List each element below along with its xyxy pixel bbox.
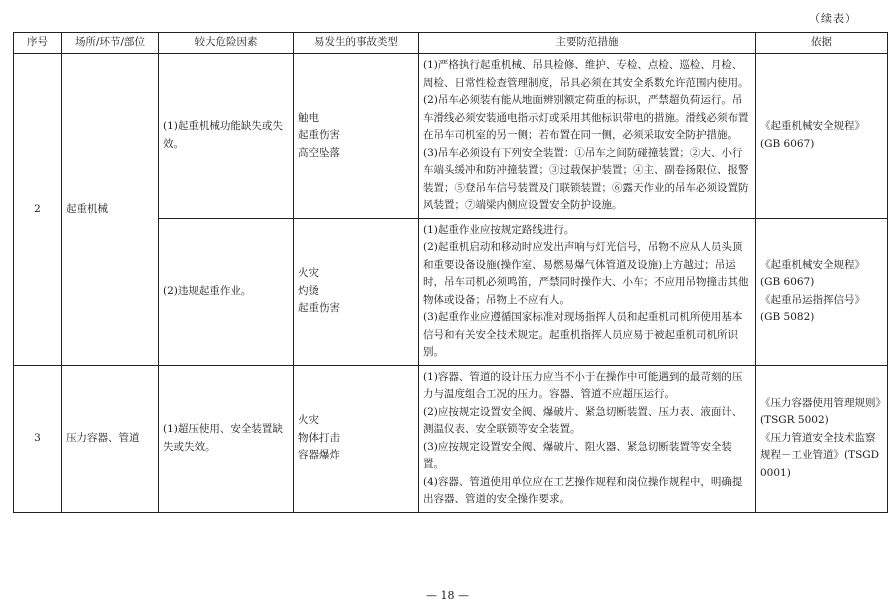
measures-cell <box>419 218 756 365</box>
basis-item: 《起重吊运指挥信号》(GB 5082) <box>760 293 865 323</box>
accident-type: 起重伤害 <box>298 302 340 315</box>
measure-item: (3)应按规定设置安全阀、爆破片、阻火器、紧急切断装置等安全装置。 <box>423 440 732 470</box>
header-place: 场所/环节/部位 <box>62 33 159 54</box>
accident-cell <box>294 365 419 512</box>
header-no: 序号 <box>14 33 62 54</box>
header-basis: 依据 <box>756 33 888 54</box>
continued-label: （续表） <box>809 12 857 25</box>
measure-item: (2)起重机启动和移动时应发出声响与灯光信号，吊物不应从人员头顶和重要设备设施(操作室、易燃易爆气体管道及设施)上方越过；吊运时，吊车司机必须鸣笛，严禁同时操作大、小车；不应用吊物撞击其他物体或设备；吊物上不应有人。 <box>423 241 749 306</box>
basis-cell <box>756 54 888 219</box>
row-number: 3 <box>14 365 62 512</box>
measure-item: (1)严格执行起重机械、吊具检修、维护、专检、点检、巡检、月检、周检、日常性检查管理制度，吊具必须在其安全系数允许范围内使用。 <box>423 59 749 89</box>
accident-type: 火灾 <box>298 267 319 280</box>
basis-cell <box>756 365 888 512</box>
basis-item: 《起重机械安全规程》(GB 6067) <box>760 258 865 288</box>
header-row <box>14 33 888 54</box>
accident-type: 触电 <box>298 111 319 124</box>
header-accident: 易发生的事故类型 <box>294 33 419 54</box>
accident-cell <box>294 54 419 219</box>
hazard-cell: (2)违规起重作业。 <box>159 218 294 365</box>
header-hazard: 较大危险因素 <box>159 33 294 54</box>
row-number: 2 <box>14 54 62 366</box>
measure-item: (1)起重作业应按规定路线进行。 <box>423 223 575 236</box>
table-row <box>14 365 888 512</box>
measure-item: (3)起重作业应遵循国家标准对现场指挥人员和起重机司机所使用基本信号和有关安全技术规定。起重机指挥人员应易于被起重机司机所识别。 <box>423 311 743 358</box>
measure-item: (2)吊车必须装有能从地面辨别额定荷重的标识，严禁超负荷运行。吊车滑线必须安装通电指示灯或采用其他标识带电的措施。滑线必须布置在吊车司机室的另一侧；若布置在同一侧，必须采取安全防护措施。 <box>423 94 749 141</box>
accident-type: 起重伤害 <box>298 129 340 141</box>
hazard-table <box>13 32 888 513</box>
accident-type: 火灾 <box>298 414 319 427</box>
measure-item: (2)应按规定设置安全阀、爆破片、紧急切断装置、压力表、液面计、测温仪表、安全联锁等安全装置。 <box>423 405 743 435</box>
basis-cell <box>756 218 888 365</box>
measures-cell <box>419 54 756 219</box>
measure-item: (4)容器、管道使用单位应在工艺操作规程和岗位操作规程中，明确提出容器、管道的安全操作要求。 <box>423 475 743 505</box>
basis-item: 《起重机械安全规程》(GB 6067) <box>760 120 865 150</box>
accident-cell <box>294 218 419 365</box>
accident-type: 容器爆炸 <box>298 449 340 462</box>
page-number: — 18 — <box>426 589 469 602</box>
place-cell: 起重机械 <box>62 54 159 366</box>
basis-item: 《压力管道安全技术监察规程－工业管道》(TSGD 0001) <box>760 431 880 479</box>
basis-item: 《压力容器使用管理规则》(TSGR 5002) <box>760 396 881 427</box>
hazard-cell: (1)起重机械功能缺失或失效。 <box>159 54 294 219</box>
hazard-cell: (1)超压使用、安全装置缺失或失效。 <box>159 365 294 512</box>
accident-type: 物体打击 <box>298 431 340 444</box>
table-row <box>14 54 888 219</box>
place-cell: 压力容器、管道 <box>62 365 159 512</box>
measures-cell <box>419 365 756 512</box>
measure-item: (3)吊车必须设有下列安全装置：①吊车之间防碰撞装置；②大、小行车端头缓冲和防冲撞装置；③过载保护装置；④主、副卷扬限位、报警装置；⑤登吊车信号装置及门联锁装置；⑥露天作业的吊车必须设置防风装置；⑦端梁内侧应设置安全防护设施。 <box>423 146 749 211</box>
accident-type: 高空坠落 <box>298 146 340 159</box>
measure-item: (1)容器、管道的设计压力应当不小于在操作中可能遇到的最苛刻的压力与温度组合工况的压力。容器、管道不应超压运行。 <box>423 370 743 400</box>
accident-type: 灼烫 <box>298 284 319 297</box>
header-measures: 主要防范措施 <box>419 33 756 54</box>
